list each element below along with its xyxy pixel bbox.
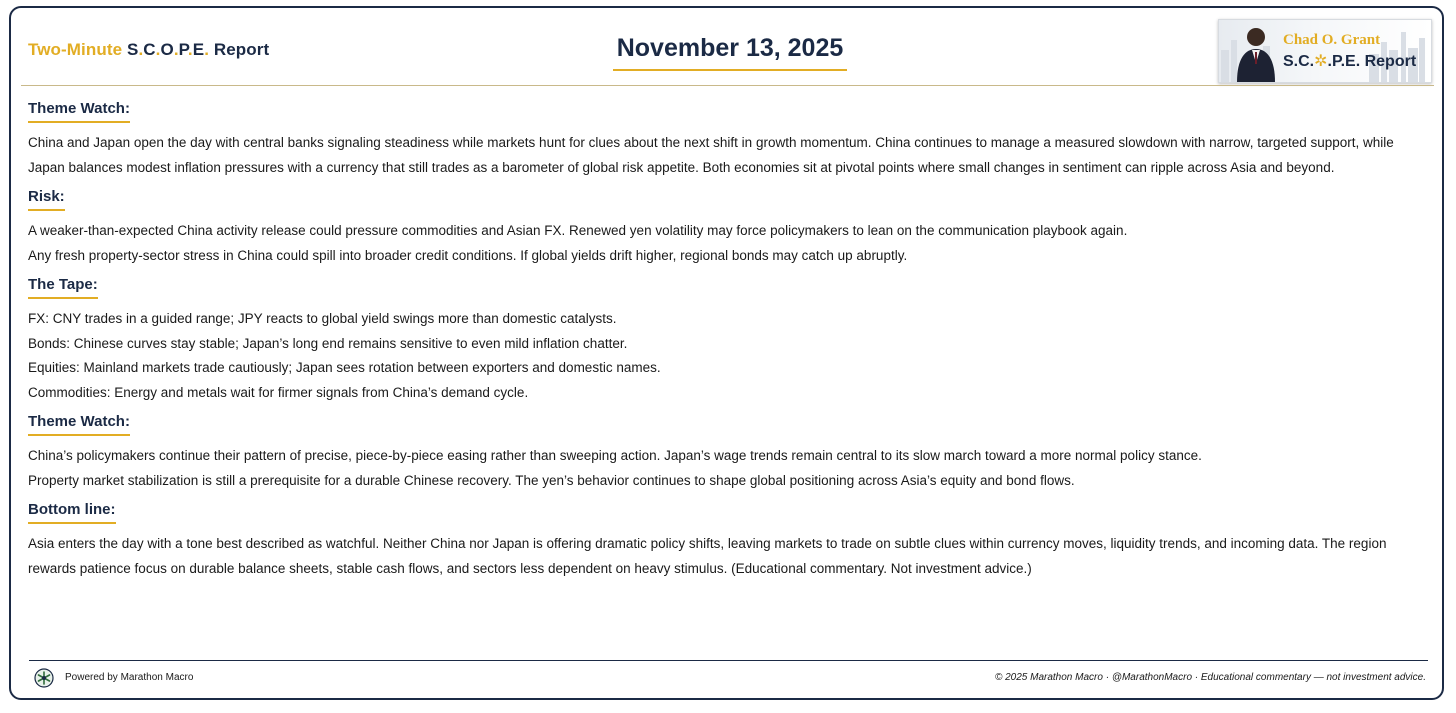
- section-bottom-line: [28, 501, 1428, 581]
- section-paragraph: Property market stabilization is still a prerequisite for a durable Chinese recovery. The yen’s behavior continues to shape global positioning across Asia’s equity and bond flows.: [28, 472, 1075, 488]
- section-paragraph: Bonds: Chinese curves stay stable; Japan’s long end remains sensitive to even mild inflation chatter.: [28, 335, 628, 351]
- section-paragraph: Commodities: Energy and metals wait for firmer signals from China’s demand cycle.: [28, 384, 529, 400]
- header-divider: [21, 85, 1434, 86]
- section-heading: Bottom line:: [28, 501, 116, 524]
- report-card: [9, 6, 1444, 700]
- footer-powered-by: Powered by Marathon Macro: [65, 672, 194, 683]
- report-body: [28, 100, 1428, 589]
- brand-report: Report: [213, 40, 270, 59]
- section-theme-watch-1: [28, 100, 1428, 180]
- section-paragraph: China’s policymakers continue their pattern of precise, piece-by-piece easing rather than sweeping action. Japan’s wage trends remain central to its slow march toward a more normal policy stance.: [28, 448, 1202, 463]
- section-paragraph: FX: CNY trades in a guided range; JPY reacts to global yield swings more than domestic catalysts.: [28, 311, 617, 326]
- author-badge: [1218, 19, 1432, 83]
- brand-title: [28, 40, 269, 60]
- marathon-macro-logo-icon: [34, 668, 54, 688]
- section-paragraph: Equities: Mainland markets trade cautiously; Japan sees rotation between exporters and domestic names.: [28, 360, 661, 375]
- section-paragraph: Asia enters the day with a tone best described as watchful. Neither China nor Japan is offering dramatic policy shifts, leaving markets to trade on subtle clues within currency moves, liquidity trends, and incoming data. The region rewards patience focus on durable balance sheets, stable cash flows, and sectors less dependent on heavy stimulus. (Educational commentary. Not investment advice.): [28, 536, 1387, 576]
- section-heading: The Tape:: [28, 276, 98, 299]
- section-heading: Risk:: [28, 188, 65, 211]
- section-risk: [28, 188, 1428, 268]
- section-the-tape: [28, 276, 1428, 405]
- section-heading: Theme Watch:: [28, 100, 130, 123]
- brand-two-minute: Two-Minute: [28, 40, 123, 59]
- section-paragraph: Any fresh property-sector stress in China could spill into broader credit conditions. If global yields drift higher, regional bonds may catch up abruptly.: [28, 247, 908, 263]
- section-theme-watch-2: [28, 413, 1428, 493]
- section-paragraph: A weaker-than-expected China activity release could pressure commodities and Asian FX. Renewed yen volatility may force policymakers to lean on the communication playbook again.: [28, 223, 1128, 238]
- badge-report-title: S.C.✲.P.E. Report: [1283, 53, 1417, 70]
- brand-scope: S.C.O.P.E.: [127, 40, 210, 59]
- person-portrait-icon: [1233, 23, 1279, 82]
- badge-author-name: Chad O. Grant: [1283, 32, 1381, 48]
- footer-copyright: © 2025 Marathon Macro · @MarathonMacro · Educational commentary — not investment advice.: [994, 672, 1426, 683]
- footer-divider: [29, 660, 1428, 661]
- section-paragraph: China and Japan open the day with central banks signaling steadiness while markets hunt for clues about the next shift in growth momentum. China continues to manage a measured slowdown with narrow, targeted support, while Japan balances modest inflation pressures with a currency that still trades as a barometer of global risk appetite. Both economies sit at pivotal points where small changes in sentiment can ripple across Asia and beyond.: [28, 135, 1394, 175]
- section-heading: Theme Watch:: [28, 413, 130, 436]
- report-date: November 13, 2025: [613, 34, 847, 71]
